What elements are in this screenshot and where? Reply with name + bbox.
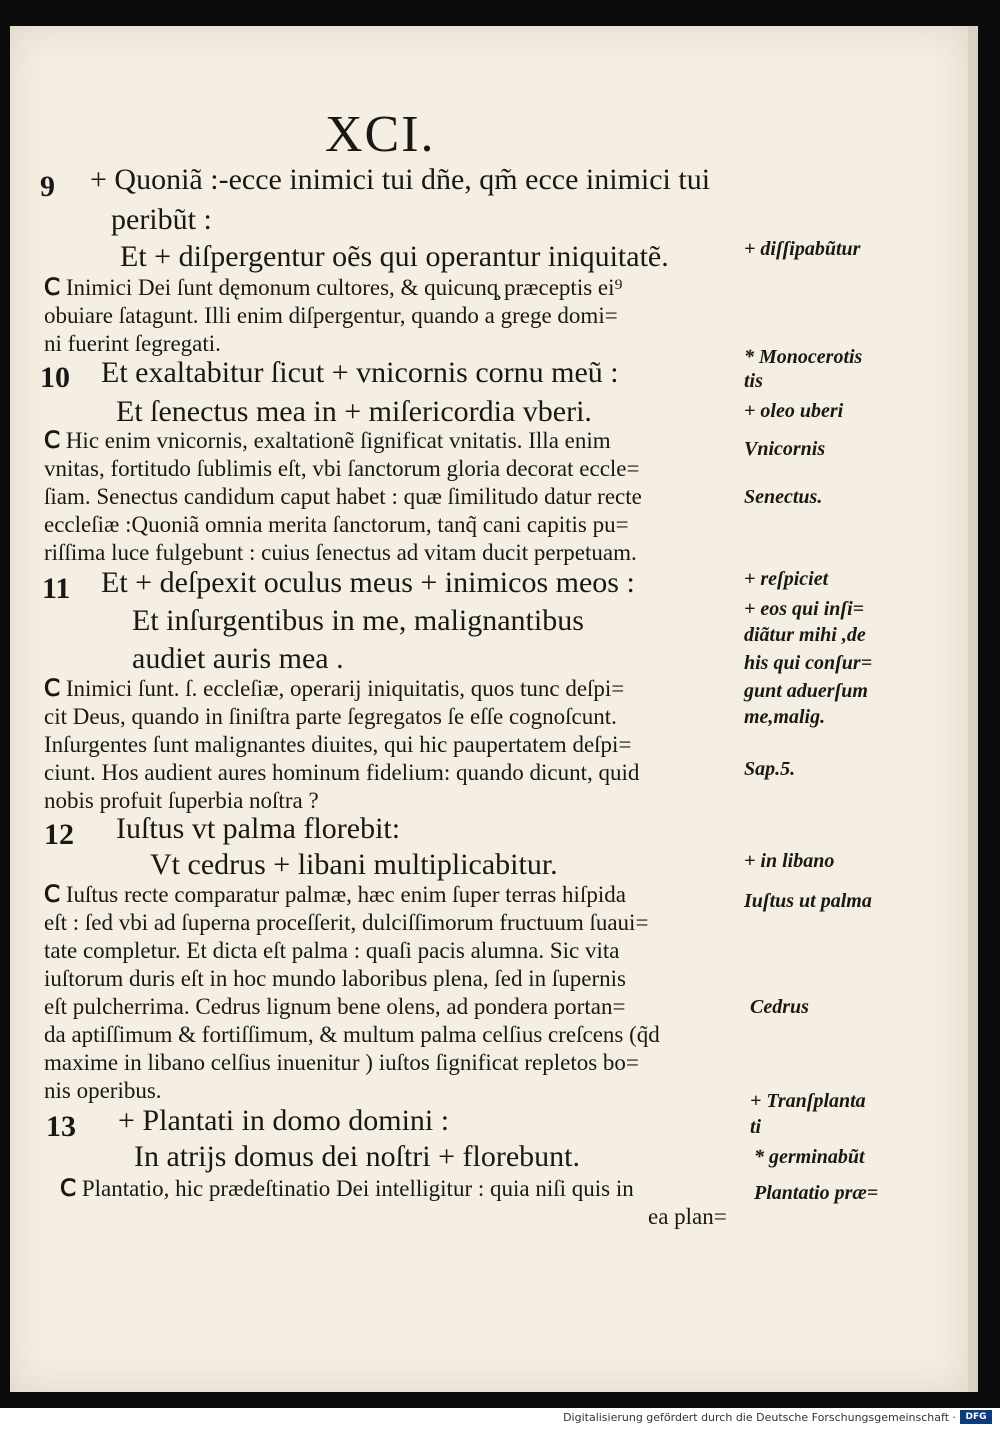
commentary-2-line-2: vnitas, fortitudo ſublimis eſt, vbi ſanctorum gloria decorat eccle= [44,456,640,481]
margin-note: + eos qui inſi= [744,598,865,620]
margin-note: ti [750,1116,762,1138]
commentary-4-line-3: tate completur. Et dicta eſt palma : quaſi pacis alumna. Sic vita [44,938,620,963]
commentary-3-line-2: cit Deus, quando in ſiniſtra parte ſegregatos ſe eſſe cognoſcunt. [44,704,617,729]
margin-note: Cedrus [750,996,809,1018]
folio-number: XCI. [325,106,436,163]
verse-11-line-2: Et inſurgentibus in me, malignantibus [132,604,584,637]
verse-number-13: 13 [46,1110,76,1143]
commentary-4-line-4: iuſtorum duris eſt in hoc mundo laboribus plena, ſed in ſupernis [44,966,626,991]
commentary-1-line-2: obuiare ſatagunt. Illi enim diſpergentur, quando a grege domi= [44,303,618,328]
commentary-2-line-4: eccleſiæ :Quoniã omnia merita ſanctorum, tanq̃ cani capitis pu= [44,512,629,537]
verse-13-line-2: In atrijs domus dei noſtri + florebunt. [134,1140,581,1173]
commentary-3-line-3: Inſurgentes ſunt malignantes diuites, qui hic paupertatem deſpi= [44,732,632,757]
margin-note: * Monocerotis [744,346,863,368]
margin-note: tis [744,370,763,392]
commentary-2-line-3: ſiam. Senectus candidum caput habet : quæ ſimilitudo datur recte [44,484,642,509]
dfg-logo: DFG [960,1410,992,1424]
commentary-4-line-1: Ⅽ Iuſtus recte comparatur palmæ, hæc enim ſuper terras hiſpida [44,882,626,907]
verse-10-line-2: Et ſenectus mea in + miſericordia vberi. [116,395,592,428]
margin-note: Vnicornis [744,438,826,460]
verse-11-line-1: Et + deſpexit oculus meus + inimicos meos : [101,566,635,599]
margin-note: diãtur mihi ,de [744,624,866,646]
commentary-4-line-8: nis operibus. [44,1078,162,1103]
commentary-3-line-1: Ⅽ Inimici ſunt. ſ. eccleſiæ, operarij iniquitatis, quos tunc deſpi= [44,676,625,701]
pilcrow-mark: Ⅽ [44,275,61,300]
commentary-4-line-2: eſt : ſed vbi ad ſuperna proceſſerit, dulciſſimorum fructuum ſuaui= [44,910,649,935]
verse-12-line-1: Iuſtus vt palma florebit: [116,812,401,845]
pilcrow-mark: Ⅽ [60,1176,77,1201]
verse-9-line-3: Et + diſpergentur oẽs qui operantur iniquitatẽ. [120,240,669,273]
commentary-1-line-1: Ⅽ Inimici Dei ſunt dęmonum cultores, & quicunq̧ præceptis ei⁹ [44,275,623,300]
verse-10-line-1: Et exaltabitur ſicut + vnicornis cornu meũ : [101,356,619,389]
margin-note: + oleo uberi [744,400,844,422]
verse-13-line-1: + Plantati in domo domini : [118,1104,450,1137]
margin-note: + diſſipabũtur [744,238,861,260]
commentary-2-line-1: Ⅽ Hic enim vnicornis, exaltationẽ ſignificat vnitatis. Illa enim [44,428,611,453]
margin-note: + reſpiciet [744,568,829,590]
commentary-4-line-6: da aptiſſimum & fortiſſimum, & multum palma celſius creſcens (q̃d [44,1022,660,1047]
verse-number-9: 9 [40,170,55,203]
pilcrow-mark: Ⅽ [44,882,61,907]
margin-note: + Tranſplanta [750,1090,866,1112]
pilcrow-mark: Ⅽ [44,676,61,701]
margin-note: Iuſtus ut palma [744,890,872,912]
commentary-4-line-7: maxime in libano celſius inuenitur ) iuſtos ſignificat repletos bo= [44,1050,639,1075]
funding-credit: Digitalisierung gefördert durch die Deutsche Forschungsgemeinschaft · [563,1411,956,1424]
verse-9-line-2: peribũt : [111,203,212,236]
verse-number-11: 11 [42,572,71,605]
margin-note: Sap.5. [744,758,796,780]
margin-note: Plantatio præ= [754,1182,879,1204]
page-edge [968,26,978,1392]
commentary-5-line-2: ea plan= [648,1204,727,1229]
commentary-5-line-1: Ⅽ Plantatio, hic prædeſtinatio Dei intelligitur : quia niſi quis in [60,1176,634,1201]
verse-number-12: 12 [44,818,74,851]
commentary-1-line-3: ni fuerint ſegregati. [44,331,221,356]
margin-note: Senectus. [744,486,823,508]
verse-9-line-1: + Quoniã :-ecce inimici tui dñe, qm̃ ecce inimici tui [90,163,711,196]
pilcrow-mark: Ⅽ [44,428,61,453]
verse-11-line-3: audiet auris mea . [132,642,344,675]
margin-note: * germinabũt [754,1146,865,1168]
verse-12-line-2: Vt cedrus + libani multiplicabitur. [150,848,558,881]
margin-note: gunt aduerſum [744,680,868,702]
margin-note: his qui conſur= [744,652,873,674]
commentary-4-line-5: eſt pulcherrima. Cedrus lignum bene olens, ad pondera portan= [44,994,626,1019]
margin-note: me,malig. [744,706,826,728]
verse-number-10: 10 [40,361,70,394]
commentary-3-line-4: ciunt. Hos audient aures hominum fidelium: quando dicunt, quid [44,760,640,785]
commentary-2-line-5: riſſima luce fulgebunt : cuius ſenectus ad vitam ducit perpetuam. [44,540,637,565]
margin-note: + in libano [744,850,835,872]
commentary-3-line-5: nobis profuit ſuperbia noſtra ? [44,788,319,813]
